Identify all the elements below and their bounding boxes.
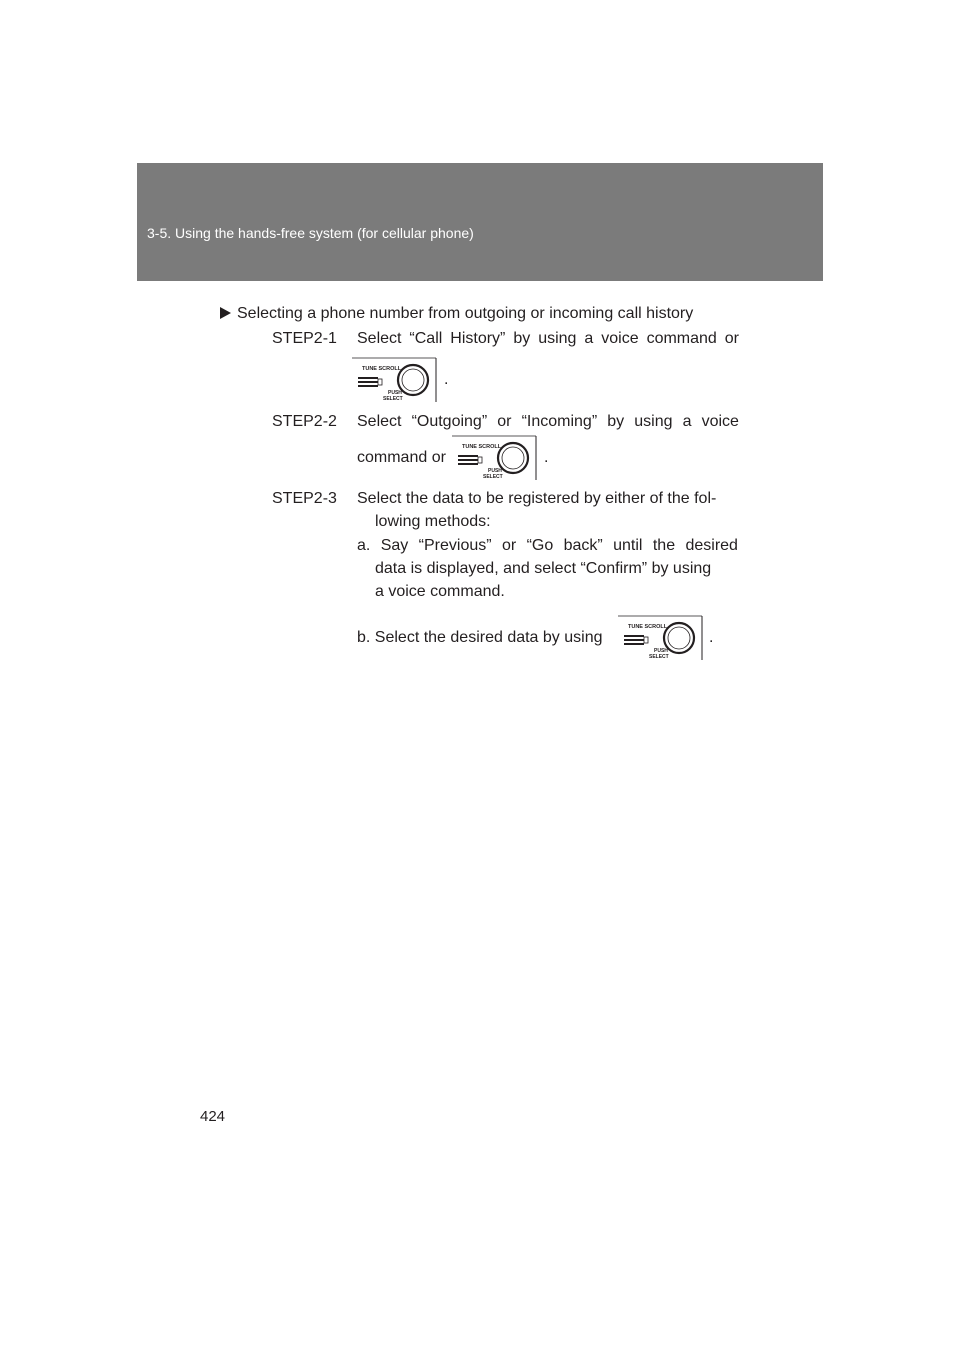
word: using: [634, 413, 673, 430]
tune-scroll-knob-icon: [618, 614, 706, 660]
chapter-title: 3-5. Using the hands-free system (for cellular phone): [147, 225, 474, 241]
tune-scroll-knob-icon: [452, 434, 540, 480]
word: “Outgoing”: [411, 413, 488, 430]
triangle-arrow-icon: [220, 307, 231, 319]
word: “Go: [526, 537, 554, 554]
word: “Previous”: [418, 537, 492, 554]
option-a-line: data is displayed, and select “Confirm” by using: [375, 560, 712, 577]
svg-text:TUNE SCROLL: TUNE SCROLL: [362, 366, 402, 372]
option-b-line: b. Select the desired data by using: [357, 629, 603, 646]
step-text-line: Select the data to be registered by either of the fol-: [357, 490, 717, 507]
svg-text:TUNE SCROLL: TUNE SCROLL: [628, 624, 668, 630]
svg-text:TUNE SCROLL: TUNE SCROLL: [462, 444, 502, 450]
word: the: [652, 537, 676, 554]
word: Say: [380, 537, 409, 554]
option-a-line: [357, 537, 738, 555]
svg-text:SELECT: SELECT: [483, 474, 503, 480]
section-heading: [220, 305, 693, 323]
svg-text:PUSH: PUSH: [388, 390, 402, 396]
word: “Incoming”: [521, 413, 598, 430]
word: using: [538, 330, 577, 347]
period: .: [709, 629, 714, 646]
step-text-line: command or: [357, 449, 446, 466]
svg-text:PUSH: PUSH: [488, 468, 502, 474]
step-label: STEP2-2: [272, 413, 337, 430]
step-text-line: [357, 330, 739, 348]
word: voice: [601, 330, 639, 347]
word: or: [724, 330, 739, 347]
word: command: [646, 330, 717, 347]
option-a-line: a voice command.: [375, 583, 505, 600]
svg-text:SELECT: SELECT: [649, 654, 669, 660]
svg-text:SELECT: SELECT: [383, 396, 403, 402]
word: desired: [685, 537, 738, 554]
word: voice: [701, 413, 739, 430]
word: by: [513, 330, 531, 347]
period: .: [444, 371, 449, 388]
word: Select: [357, 330, 402, 347]
word: by: [607, 413, 625, 430]
step-label: STEP2-1: [272, 330, 337, 347]
word: “Call: [409, 330, 443, 347]
page-number: 424: [200, 1108, 226, 1125]
tune-scroll-knob-icon: [352, 356, 440, 402]
step-text-line: [357, 413, 739, 431]
section-heading-text: Selecting a phone number from outgoing or incoming call history: [237, 305, 694, 322]
word: Select: [357, 413, 402, 430]
word: or: [497, 413, 512, 430]
word: back”: [563, 537, 603, 554]
word: until: [613, 537, 643, 554]
header-band: [137, 163, 823, 281]
word: a: [584, 330, 594, 347]
word: a: [682, 413, 692, 430]
step-text-line: lowing methods:: [375, 513, 491, 530]
svg-text:PUSH: PUSH: [654, 648, 668, 654]
word: a.: [357, 537, 371, 554]
word: History”: [450, 330, 506, 347]
period: .: [544, 449, 549, 466]
word: or: [501, 537, 517, 554]
step-label: STEP2-3: [272, 490, 337, 507]
